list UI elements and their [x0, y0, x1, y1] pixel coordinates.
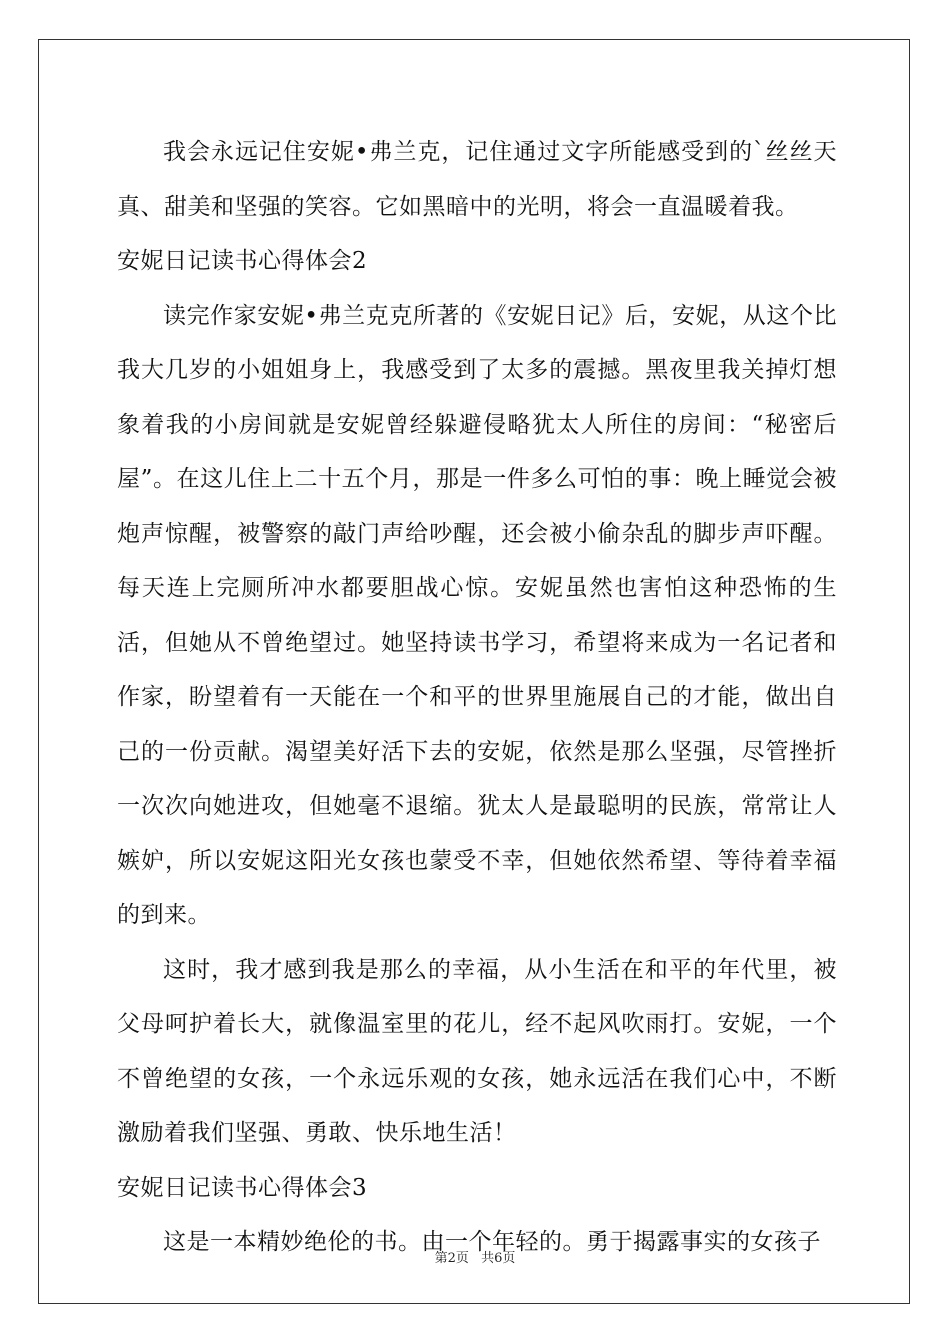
paragraph: 我会永远记住安妮•弗兰克，记住通过文字所能感受到的`丝丝天真、甜美和坚强的笑容。它如黑暗中的光明，将会一直温暖着我。 — [117, 139, 837, 220]
document-body — [117, 125, 837, 1270]
paragraph: 这时，我才感到我是那么的幸福，从小生活在和平的年代里，被父母呵护着长大，就像温室里的花儿，经不起风吹雨打。安妮，一个不曾绝望的女孩，一个永远乐观的女孩，她永远活在我们心中，不断激励着我们坚强、勇敢、快乐地生活！ — [117, 956, 837, 1146]
section-heading: 安妮日记读书心得体会3 — [117, 1174, 368, 1201]
page-footer — [0, 1247, 950, 1266]
total-pages: 共6页 — [481, 1251, 516, 1266]
paragraph: 这是一本精妙绝伦的书。由一个年轻的。勇于揭露事实的女孩子 — [163, 1229, 821, 1255]
paragraph: 读完作家安妮•弗兰克克所著的《安妮日记》后，安妮，从这个比我大几岁的小姐姐身上，我感受到了太多的震撼。黑夜里我关掉灯想象着我的小房间就是安妮曾经躲避侵略犹太人所住的房间：“秘密后屋”。在这儿住上二十五个月，那是一件多么可怕的事：晚上睡觉会被炮声惊醒，被警察的敲门声给吵醒，还会被小偷杂乱的脚步声吓醒。每天连上完厕所冲水都要胆战心惊。安妮虽然也害怕这种恐怖的生活，但她从不曾绝望过。她坚持读书学习，希望将来成为一名记者和作家，盼望着有一天能在一个和平的世界里施展自己的才能，做出自己的一份贡献。渴望美好活下去的安妮，依然是那么坚强，尽管挫折一次次向她进攻，但她毫不退缩。犹太人是最聪明的民族，常常让人嫉妒，所以安妮这阳光女孩也蒙受不幸，但她依然希望、等待着幸福的到来。 — [117, 302, 837, 928]
page-number: 第2页 — [434, 1251, 469, 1266]
section-heading: 安妮日记读书心得体会2 — [117, 248, 368, 274]
